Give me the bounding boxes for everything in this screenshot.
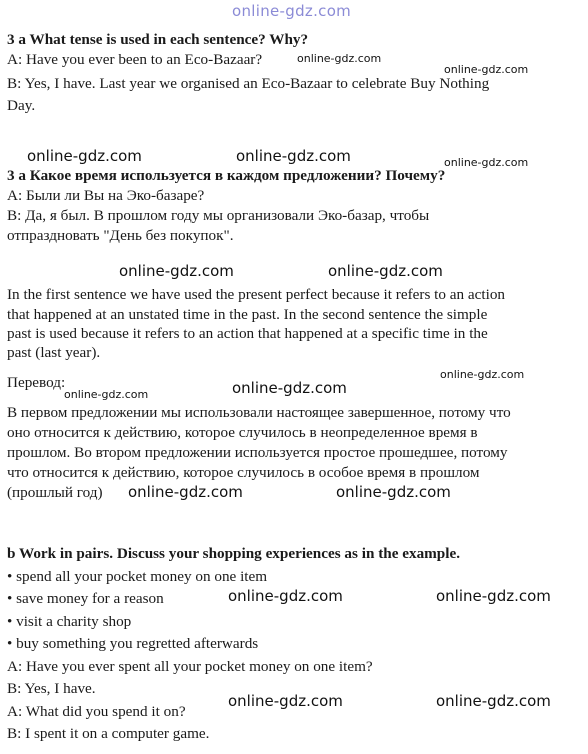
bullet-item: • save money for a reason	[7, 590, 164, 607]
watermark: online-gdz.com	[297, 52, 382, 65]
bullet-item: • visit a charity shop	[7, 613, 132, 630]
watermark: online-gdz.com	[228, 587, 343, 605]
exercise-3a-heading: 3 a What tense is used in each sentence? Why?	[7, 31, 309, 48]
watermark: online-gdz.com	[128, 483, 243, 501]
dialogue-line: B: I spent it on a computer game.	[7, 725, 210, 742]
watermark: online-gdz.com	[119, 262, 234, 280]
dialogue-line-a: A: Have you ever been to an Eco-Bazaar?	[7, 51, 263, 68]
dialogue-line-b1-ru: В: Да, я был. В прошлом году мы организовали Эко-базар, чтобы	[7, 207, 430, 224]
watermark: online-gdz.com	[228, 692, 343, 710]
watermark-top: online-gdz.com	[232, 2, 352, 20]
watermark: online-gdz.com	[444, 63, 529, 76]
answer-line-1: In the first sentence we have used the present perfect because it refers to an action	[7, 286, 506, 303]
dialogue-line-b1: B: Yes, I have. Last year we organised an Eco-Bazaar to celebrate Buy Nothing	[7, 75, 490, 92]
translation-line-5: (прошлый год)	[7, 484, 103, 501]
watermark: online-gdz.com	[236, 147, 351, 165]
watermark: online-gdz.com	[64, 388, 149, 401]
dialogue-line-a-ru: А: Были ли Вы на Эко-базаре?	[7, 187, 205, 204]
translation-label: Перевод:	[7, 374, 66, 391]
translation-line-4: что относится к действию, которое случилось в особое время в прошлом	[7, 464, 480, 481]
bullet-item: • buy something you regretted afterwards	[7, 635, 259, 652]
watermark: online-gdz.com	[440, 368, 525, 381]
answer-line-2: that happened at an unstated time in the past. In the second sentence the simple	[7, 306, 488, 323]
watermark: online-gdz.com	[444, 156, 529, 169]
watermark: online-gdz.com	[436, 587, 551, 605]
dialogue-line: A: Have you ever spent all your pocket money on one item?	[7, 658, 373, 675]
bullet-item: • spend all your pocket money on one item	[7, 568, 268, 585]
watermark: online-gdz.com	[436, 692, 551, 710]
watermark: online-gdz.com	[328, 262, 443, 280]
exercise-3a-heading-ru: 3 а Какое время используется в каждом предложении? Почему?	[7, 167, 446, 184]
translation-line-2: оно относится к действию, которое случилось в неопределенное время в	[7, 424, 478, 441]
answer-line-3: past is used because it refers to an action that happened at a specific time in the	[7, 325, 488, 342]
dialogue-line: A: What did you spend it on?	[7, 703, 186, 720]
watermark: online-gdz.com	[27, 147, 142, 165]
dialogue-line-b2: Day.	[7, 97, 36, 114]
translation-line-1: В первом предложении мы использовали настоящее завершенное, потому что	[7, 404, 511, 421]
watermark: online-gdz.com	[232, 379, 347, 397]
dialogue-line: B: Yes, I have.	[7, 680, 96, 697]
answer-line-4: past (last year).	[7, 344, 101, 361]
translation-line-3: прошлом. Во втором предложении используется простое прошедшее, потому	[7, 444, 508, 461]
watermark: online-gdz.com	[336, 483, 451, 501]
dialogue-line-b2-ru: отпраздновать "День без покупок".	[7, 227, 234, 244]
exercise-b-heading: b Work in pairs. Discuss your shopping experiences as in the example.	[7, 545, 461, 562]
